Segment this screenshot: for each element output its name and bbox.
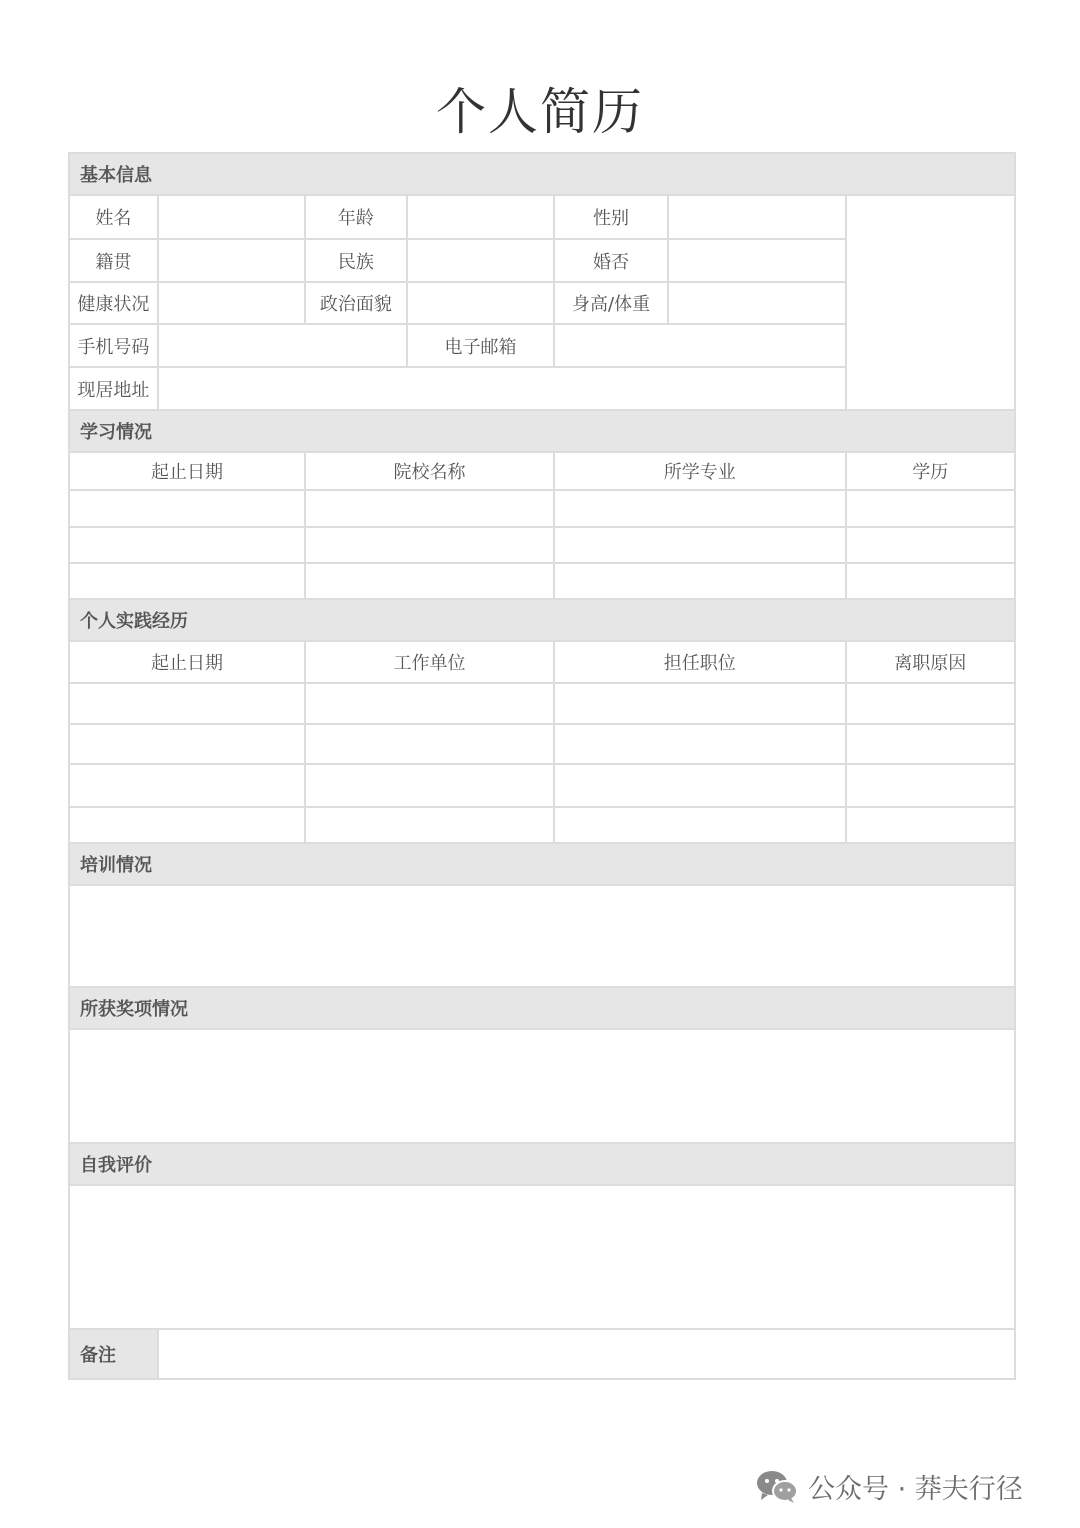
resume-table bbox=[68, 152, 1016, 1380]
label-political: 政治面貌 bbox=[305, 282, 407, 324]
label-health: 健康状况 bbox=[69, 282, 158, 324]
label-name: 姓名 bbox=[69, 195, 158, 239]
cell-degree[interactable] bbox=[846, 563, 1015, 599]
input-marital[interactable] bbox=[668, 239, 846, 282]
table-row bbox=[69, 527, 1015, 563]
cell-work-dates[interactable] bbox=[69, 724, 305, 764]
input-ethnicity[interactable] bbox=[407, 239, 554, 282]
header-position: 担任职位 bbox=[554, 641, 845, 683]
self-evaluation-content[interactable] bbox=[69, 1185, 1015, 1329]
section-education: 学习情况 bbox=[69, 410, 1015, 452]
label-phone: 手机号码 bbox=[69, 324, 158, 367]
cell-position[interactable] bbox=[554, 764, 845, 807]
header-employer: 工作单位 bbox=[305, 641, 554, 683]
training-content[interactable] bbox=[69, 885, 1015, 987]
section-basic-info: 基本信息 bbox=[69, 153, 1015, 195]
input-origin[interactable] bbox=[158, 239, 305, 282]
label-email: 电子邮箱 bbox=[407, 324, 554, 367]
cell-degree[interactable] bbox=[846, 527, 1015, 563]
wechat-icon bbox=[756, 1469, 798, 1503]
table-row bbox=[69, 764, 1015, 807]
input-phone[interactable] bbox=[158, 324, 407, 367]
cell-school[interactable] bbox=[305, 563, 554, 599]
table-row bbox=[69, 724, 1015, 764]
section-self-evaluation: 自我评价 bbox=[69, 1143, 1015, 1185]
cell-position[interactable] bbox=[554, 807, 845, 843]
cell-employer[interactable] bbox=[305, 683, 554, 724]
header-edu-dates: 起止日期 bbox=[69, 452, 305, 490]
cell-employer[interactable] bbox=[305, 724, 554, 764]
cell-major[interactable] bbox=[554, 563, 845, 599]
label-ethnicity: 民族 bbox=[305, 239, 407, 282]
cell-employer[interactable] bbox=[305, 764, 554, 807]
input-address[interactable] bbox=[158, 367, 846, 410]
cell-edu-dates[interactable] bbox=[69, 527, 305, 563]
input-name[interactable] bbox=[158, 195, 305, 239]
cell-leave-reason[interactable] bbox=[846, 724, 1015, 764]
table-row bbox=[69, 807, 1015, 843]
header-work-dates: 起止日期 bbox=[69, 641, 305, 683]
label-origin: 籍贯 bbox=[69, 239, 158, 282]
input-gender[interactable] bbox=[668, 195, 846, 239]
label-age: 年龄 bbox=[305, 195, 407, 239]
watermark-text: 公众号 · 莽夫行径 bbox=[808, 1473, 1023, 1505]
cell-major[interactable] bbox=[554, 527, 845, 563]
cell-position[interactable] bbox=[554, 683, 845, 724]
input-health[interactable] bbox=[158, 282, 305, 324]
input-political[interactable] bbox=[407, 282, 554, 324]
cell-major[interactable] bbox=[554, 490, 845, 527]
remark-content[interactable] bbox=[158, 1329, 1015, 1379]
header-major: 所学专业 bbox=[554, 452, 845, 490]
table-row bbox=[69, 683, 1015, 724]
section-awards: 所获奖项情况 bbox=[69, 987, 1015, 1029]
cell-leave-reason[interactable] bbox=[846, 683, 1015, 724]
label-address: 现居地址 bbox=[69, 367, 158, 410]
section-practice: 个人实践经历 bbox=[69, 599, 1015, 641]
cell-school[interactable] bbox=[305, 490, 554, 527]
table-row bbox=[69, 563, 1015, 599]
cell-edu-dates[interactable] bbox=[69, 563, 305, 599]
input-height-weight[interactable] bbox=[668, 282, 846, 324]
cell-position[interactable] bbox=[554, 724, 845, 764]
cell-school[interactable] bbox=[305, 527, 554, 563]
header-degree: 学历 bbox=[846, 452, 1015, 490]
input-age[interactable] bbox=[407, 195, 554, 239]
cell-work-dates[interactable] bbox=[69, 807, 305, 843]
cell-degree[interactable] bbox=[846, 490, 1015, 527]
label-marital: 婚否 bbox=[554, 239, 668, 282]
cell-edu-dates[interactable] bbox=[69, 490, 305, 527]
label-height-weight: 身高/体重 bbox=[554, 282, 668, 324]
awards-content[interactable] bbox=[69, 1029, 1015, 1143]
cell-leave-reason[interactable] bbox=[846, 807, 1015, 843]
header-school: 院校名称 bbox=[305, 452, 554, 490]
table-row bbox=[69, 490, 1015, 527]
header-leave-reason: 离职原因 bbox=[846, 641, 1015, 683]
watermark bbox=[756, 1466, 1023, 1506]
input-email[interactable] bbox=[554, 324, 845, 367]
label-gender: 性别 bbox=[554, 195, 668, 239]
resume-title: 个人简历 bbox=[436, 83, 644, 141]
section-training: 培训情况 bbox=[69, 843, 1015, 885]
cell-leave-reason[interactable] bbox=[846, 764, 1015, 807]
photo-box[interactable] bbox=[846, 195, 1015, 410]
cell-work-dates[interactable] bbox=[69, 764, 305, 807]
label-remark: 备注 bbox=[69, 1329, 158, 1379]
cell-employer[interactable] bbox=[305, 807, 554, 843]
cell-work-dates[interactable] bbox=[69, 683, 305, 724]
